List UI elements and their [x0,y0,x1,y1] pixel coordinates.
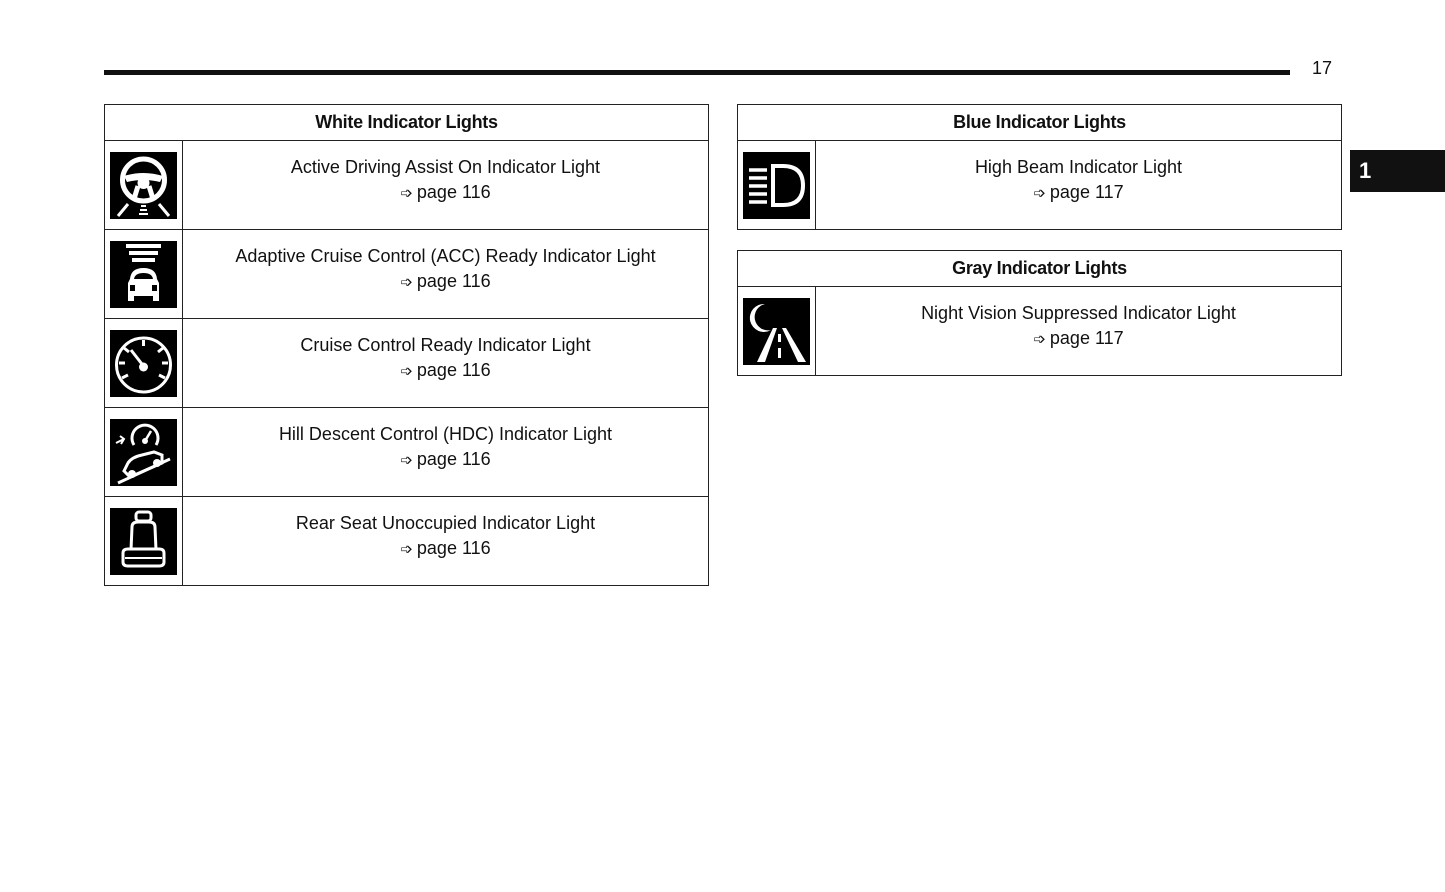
arrow-right-icon: ➩ [1033,184,1046,202]
table-row [738,141,1342,230]
arrow-right-icon: ➩ [400,451,413,469]
speedometer-icon [110,330,177,397]
table-row [105,141,709,230]
table-title: White Indicator Lights [105,105,709,141]
header-rule [104,70,1290,75]
table-row [738,287,1342,376]
rear-seat-icon [110,508,177,575]
page-number: 17 [1312,58,1333,78]
row-label: Active Driving Assist On Indicator Light [290,156,601,177]
high-beam-icon [743,152,810,219]
hill-descent-icon [110,419,177,486]
page-link[interactable] [183,180,708,206]
table-row [105,408,709,497]
row-label: Night Vision Suppressed Indicator Light [921,302,1236,323]
page-link[interactable] [183,269,708,295]
page-link[interactable] [183,536,708,562]
white-indicator-table [104,104,709,586]
steering-wheel-icon [110,152,177,219]
row-label: Cruise Control Ready Indicator Light [300,334,591,355]
table-title: Gray Indicator Lights [738,251,1342,287]
table-row [105,230,709,319]
chapter-tab[interactable] [1350,150,1445,192]
arrow-right-icon: ➩ [1033,330,1046,348]
page-link-label: page 116 [416,181,491,202]
page-link-label: page 117 [1049,181,1124,202]
table-title: Blue Indicator Lights [738,105,1342,141]
chapter-tab-label: 1 [1359,158,1372,183]
page-link-label: page 116 [416,270,491,291]
arrow-right-icon: ➩ [400,273,413,291]
row-label: Adaptive Cruise Control (ACC) Ready Indicator Light [235,245,656,266]
page-link-label: page 116 [416,359,491,380]
gray-indicator-table [737,250,1342,376]
arrow-right-icon: ➩ [400,540,413,558]
table-row [105,497,709,586]
page-link-label: page 116 [416,448,491,469]
arrow-right-icon: ➩ [400,362,413,380]
night-vision-icon [743,298,810,365]
row-label: Hill Descent Control (HDC) Indicator Light [278,423,613,444]
page-link[interactable] [816,326,1341,352]
row-label: High Beam Indicator Light [974,156,1183,177]
page-link[interactable] [183,447,708,473]
row-label: Rear Seat Unoccupied Indicator Light [295,512,596,533]
arrow-right-icon: ➩ [400,184,413,202]
blue-indicator-table [737,104,1342,230]
page-link-label: page 117 [1049,327,1124,348]
adaptive-cruise-vehicle-icon [110,241,177,308]
page-link-label: page 116 [416,537,491,558]
page-link[interactable] [183,358,708,384]
table-row [105,319,709,408]
page-link[interactable] [816,180,1341,206]
